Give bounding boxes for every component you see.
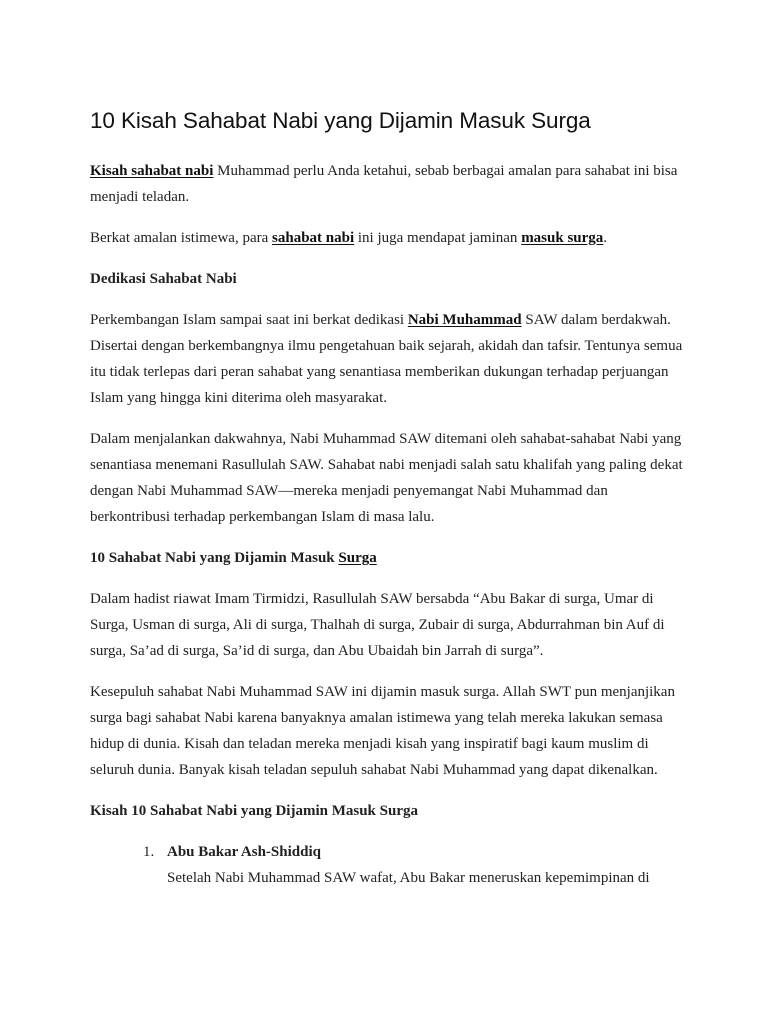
paragraph-intro — [90, 158, 688, 210]
list-item — [90, 839, 688, 891]
link-sahabat-nabi[interactable]: sahabat nabi — [272, 230, 355, 246]
paragraph-perkembangan — [90, 307, 688, 411]
heading-sepuluh-text: 10 Sahabat Nabi yang Dijamin Masuk — [90, 550, 339, 566]
link-kisah-sahabat-nabi[interactable]: Kisah sahabat nabi — [90, 163, 214, 179]
heading-kisah: Kisah 10 Sahabat Nabi yang Dijamin Masuk Surga — [90, 803, 418, 819]
paragraph-intro-text: Muhammad perlu Anda ketahui, sebab berbagai amalan para sahabat ini bisa menjadi teladan. — [90, 163, 678, 205]
paragraph-perkembangan-text-b: SAW dalam berdakwah. Disertai dengan berkembangnya ilmu pengetahuan baik sejarah, akidah dan tafsir. Tentunya semua itu tidak terlepas dari peran sahabat yang senantiasa memberikan dukungan terhadap perjuangan Islam yang hingga kini diterima oleh masyarakat. — [90, 312, 683, 406]
paragraph-berkat-text-a: Berkat amalan istimewa, para — [90, 230, 273, 246]
paragraph-perkembangan-text-a: Perkembangan Islam sampai saat ini berkat dedikasi — [90, 312, 408, 328]
numbered-list — [90, 839, 688, 891]
paragraph-dakwah: Dalam menjalankan dakwahnya, Nabi Muhammad SAW ditemani oleh sahabat-sahabat Nabi yang senantiasa menemani Rasullulah SAW. Sahabat nabi menjadi salah satu khalifah yang paling dekat dengan Nabi Muhammad SAW—mereka menjadi penyemangat Nabi Muhammad dan berkontribusi terhadap perkembangan Islam di masa lalu. — [90, 431, 683, 525]
document-title: 10 Kisah Sahabat Nabi yang Dijamin Masuk Surga — [90, 108, 591, 133]
list-item-number: 1. — [143, 844, 155, 860]
paragraph-kesepuluh: Kesepuluh sahabat Nabi Muhammad SAW ini dijamin masuk surga. Allah SWT pun menjanjikan surga bagi sahabat Nabi karena banyaknya amalan istimewa yang telah mereka lakukan semasa hidup di dunia. Kisah dan teladan mereka menjadi kisah yang inspiratif bagi kaum muslim di seluruh dunia. Banyak kisah teladan sepuluh sahabat Nabi Muhammad yang dapat dikenalkan. — [90, 684, 675, 778]
link-masuk-surga[interactable]: masuk surga — [521, 230, 604, 246]
list-item-title: Abu Bakar Ash-Shiddiq — [167, 844, 321, 860]
paragraph-berkat-text-b: ini juga mendapat jaminan — [354, 230, 522, 246]
paragraph-hadist: Dalam hadist riawat Imam Tirmidzi, Rasullulah SAW bersabda “Abu Bakar di surga, Umar di Surga, Usman di surga, Ali di surga, Thalhah di surga, Zubair di surga, Abdurrahman bin Auf di surga, Sa’ad di surga, Sa’id di surga, dan Abu Ubaidah bin Jarrah di surga”. — [90, 591, 665, 659]
link-nabi-muhammad[interactable]: Nabi Muhammad — [407, 312, 522, 328]
list-item-text: Setelah Nabi Muhammad SAW wafat, Abu Bakar meneruskan kepemimpinan di — [167, 870, 650, 886]
paragraph-berkat — [90, 225, 688, 251]
heading-sepuluh-sahabat — [90, 545, 688, 571]
heading-dedikasi: Dedikasi Sahabat Nabi — [90, 271, 237, 287]
paragraph-berkat-text-c: . — [603, 230, 608, 246]
link-surga[interactable]: Surga — [338, 550, 377, 566]
